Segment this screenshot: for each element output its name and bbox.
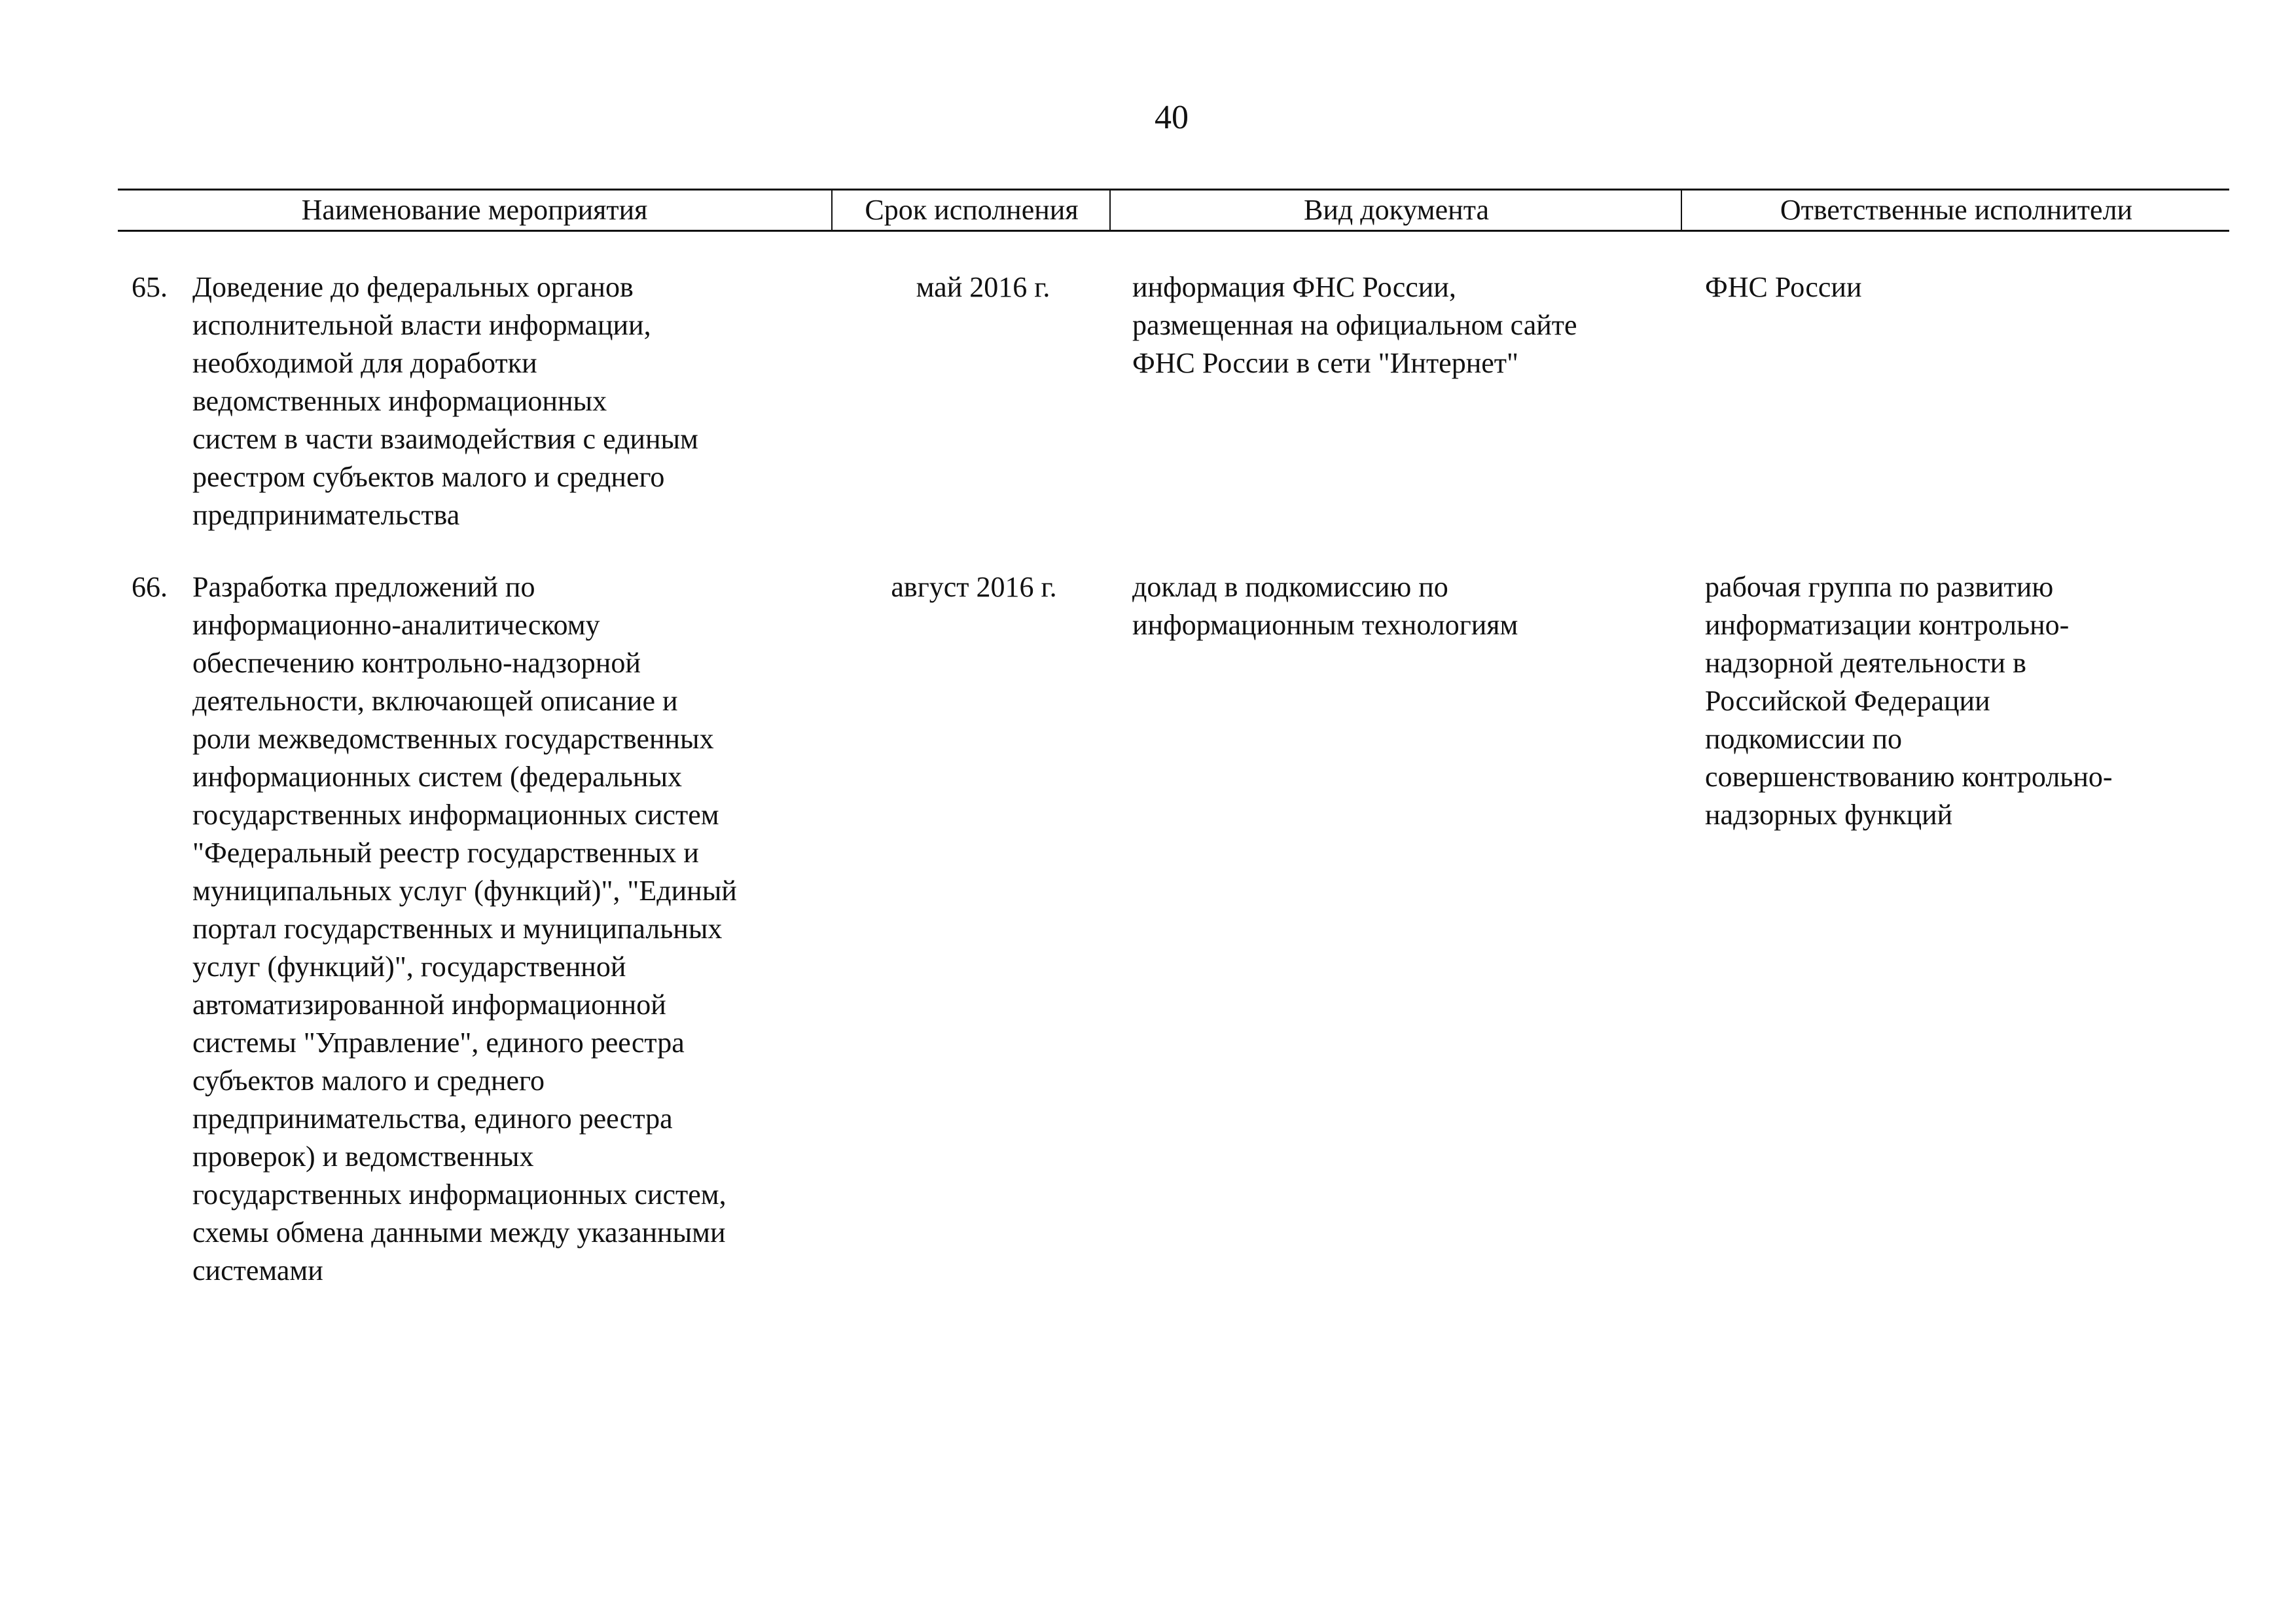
responsible-executors: рабочая группа по развитию информатизации контрольно- надзорной деятельности в Российской Федерации подкомиссии по совершенствованию контрольно- надзорных функций [1705, 571, 2113, 831]
responsible-executors: ФНС России [1705, 271, 1862, 303]
row-number: 66. [132, 571, 168, 603]
header-responsible: Ответственные исполнители [1681, 191, 2231, 230]
page-number: 40 [1155, 99, 1189, 136]
document-type: информация ФНС России, размещенная на официальном сайте ФНС России в сети "Интернет" [1132, 271, 1577, 379]
activity-name: Разработка предложений по информационно-аналитическому обеспечению контрольно-надзорной деятельности, включающей описание и роли межведомственных государственных информационных систем (федеральных государственных информационных систем "Федеральный реестр государственных и муниципальных услуг (функций)", "Единый портал государственных и муниципальных услуг (функций)", государственной автоматизированной информационной системы "Управление", единого реестра субъектов малого и среднего предпринимательства, единого реестра проверок) и ведомственных государственных информационных систем, схемы обмена данными между указанными системами [192, 571, 737, 1286]
document-type: доклад в подкомиссию по информационным технологиям [1132, 571, 1518, 641]
table-header [118, 189, 2229, 232]
row-number: 65. [132, 271, 168, 303]
header-activity-name: Наименование мероприятия [301, 194, 648, 226]
activity-name: Доведение до федеральных органов исполнительной власти информации, необходимой для доработки ведомственных информационных систем в части взаимодействия с единым реестром субъектов малого и среднего предпринимательства [192, 271, 698, 531]
header-deadline: Срок исполнения [831, 191, 1111, 230]
header-document-type: Вид документа [1109, 191, 1682, 230]
deadline: май 2016 г. [916, 271, 1050, 303]
deadline: август 2016 г. [891, 571, 1057, 603]
